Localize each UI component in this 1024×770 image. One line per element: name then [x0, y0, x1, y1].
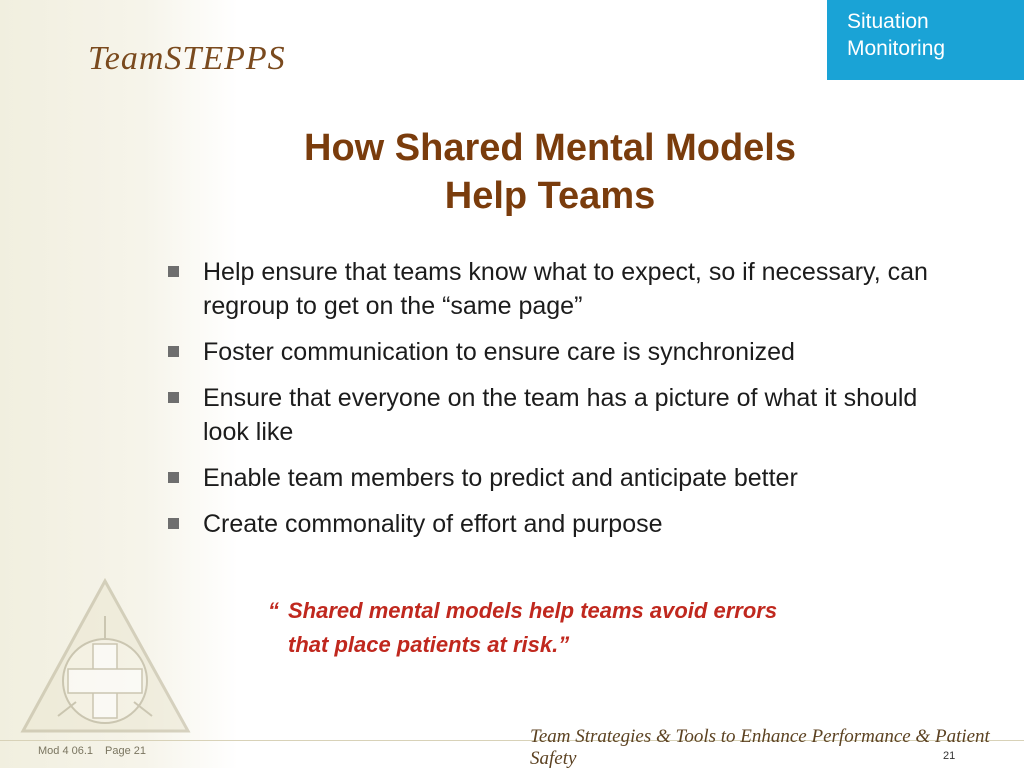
bullet-text: Foster communication to ensure care is synchronized — [203, 338, 795, 366]
bullet-item — [168, 507, 968, 541]
bullet-list — [168, 255, 968, 553]
teamstepps-triangle-emblem-icon — [18, 576, 193, 736]
footer-slogan: Team Strategies & Tools to Enhance Performance & Patient Safety — [530, 726, 990, 769]
section-tag-line-1: Situation — [847, 10, 929, 33]
section-tag — [827, 0, 1024, 80]
bullet-square-icon — [168, 472, 179, 483]
bullet-item — [168, 255, 968, 323]
section-tag-line-2: Monitoring — [847, 37, 946, 60]
slide-title-line-2: Help Teams — [444, 175, 656, 217]
bullet-square-icon — [168, 518, 179, 529]
bullet-text: Ensure that everyone on the team has a picture of what it should look like — [203, 384, 918, 446]
footer-page-reference — [38, 745, 146, 757]
bullet-item — [168, 335, 968, 369]
bullet-text: Help ensure that teams know what to expect, so if necessary, can regroup to get on the “same page” — [203, 258, 928, 320]
bullet-square-icon — [168, 266, 179, 277]
footer-page: Page 21 — [105, 745, 147, 757]
slide-title-line-1: How Shared Mental Models — [304, 127, 796, 169]
bullet-text: Enable team members to predict and anticipate better — [203, 464, 798, 492]
quote-open-mark: “ — [268, 598, 279, 623]
bullet-item — [168, 381, 968, 449]
slide-number: 21 — [943, 750, 956, 762]
quote-block — [268, 594, 958, 662]
bullet-item — [168, 461, 968, 495]
slide-title — [200, 124, 900, 220]
teamstepps-logo: TeamSTEPPS — [88, 40, 286, 77]
footer-module: Mod 4 06.1 — [38, 745, 94, 757]
quote-line-2: that place patients at risk.” — [288, 632, 570, 657]
bullet-square-icon — [168, 346, 179, 357]
quote-line-1: Shared mental models help teams avoid errors — [288, 598, 778, 623]
bullet-text: Create commonality of effort and purpose — [203, 510, 663, 538]
bullet-square-icon — [168, 392, 179, 403]
